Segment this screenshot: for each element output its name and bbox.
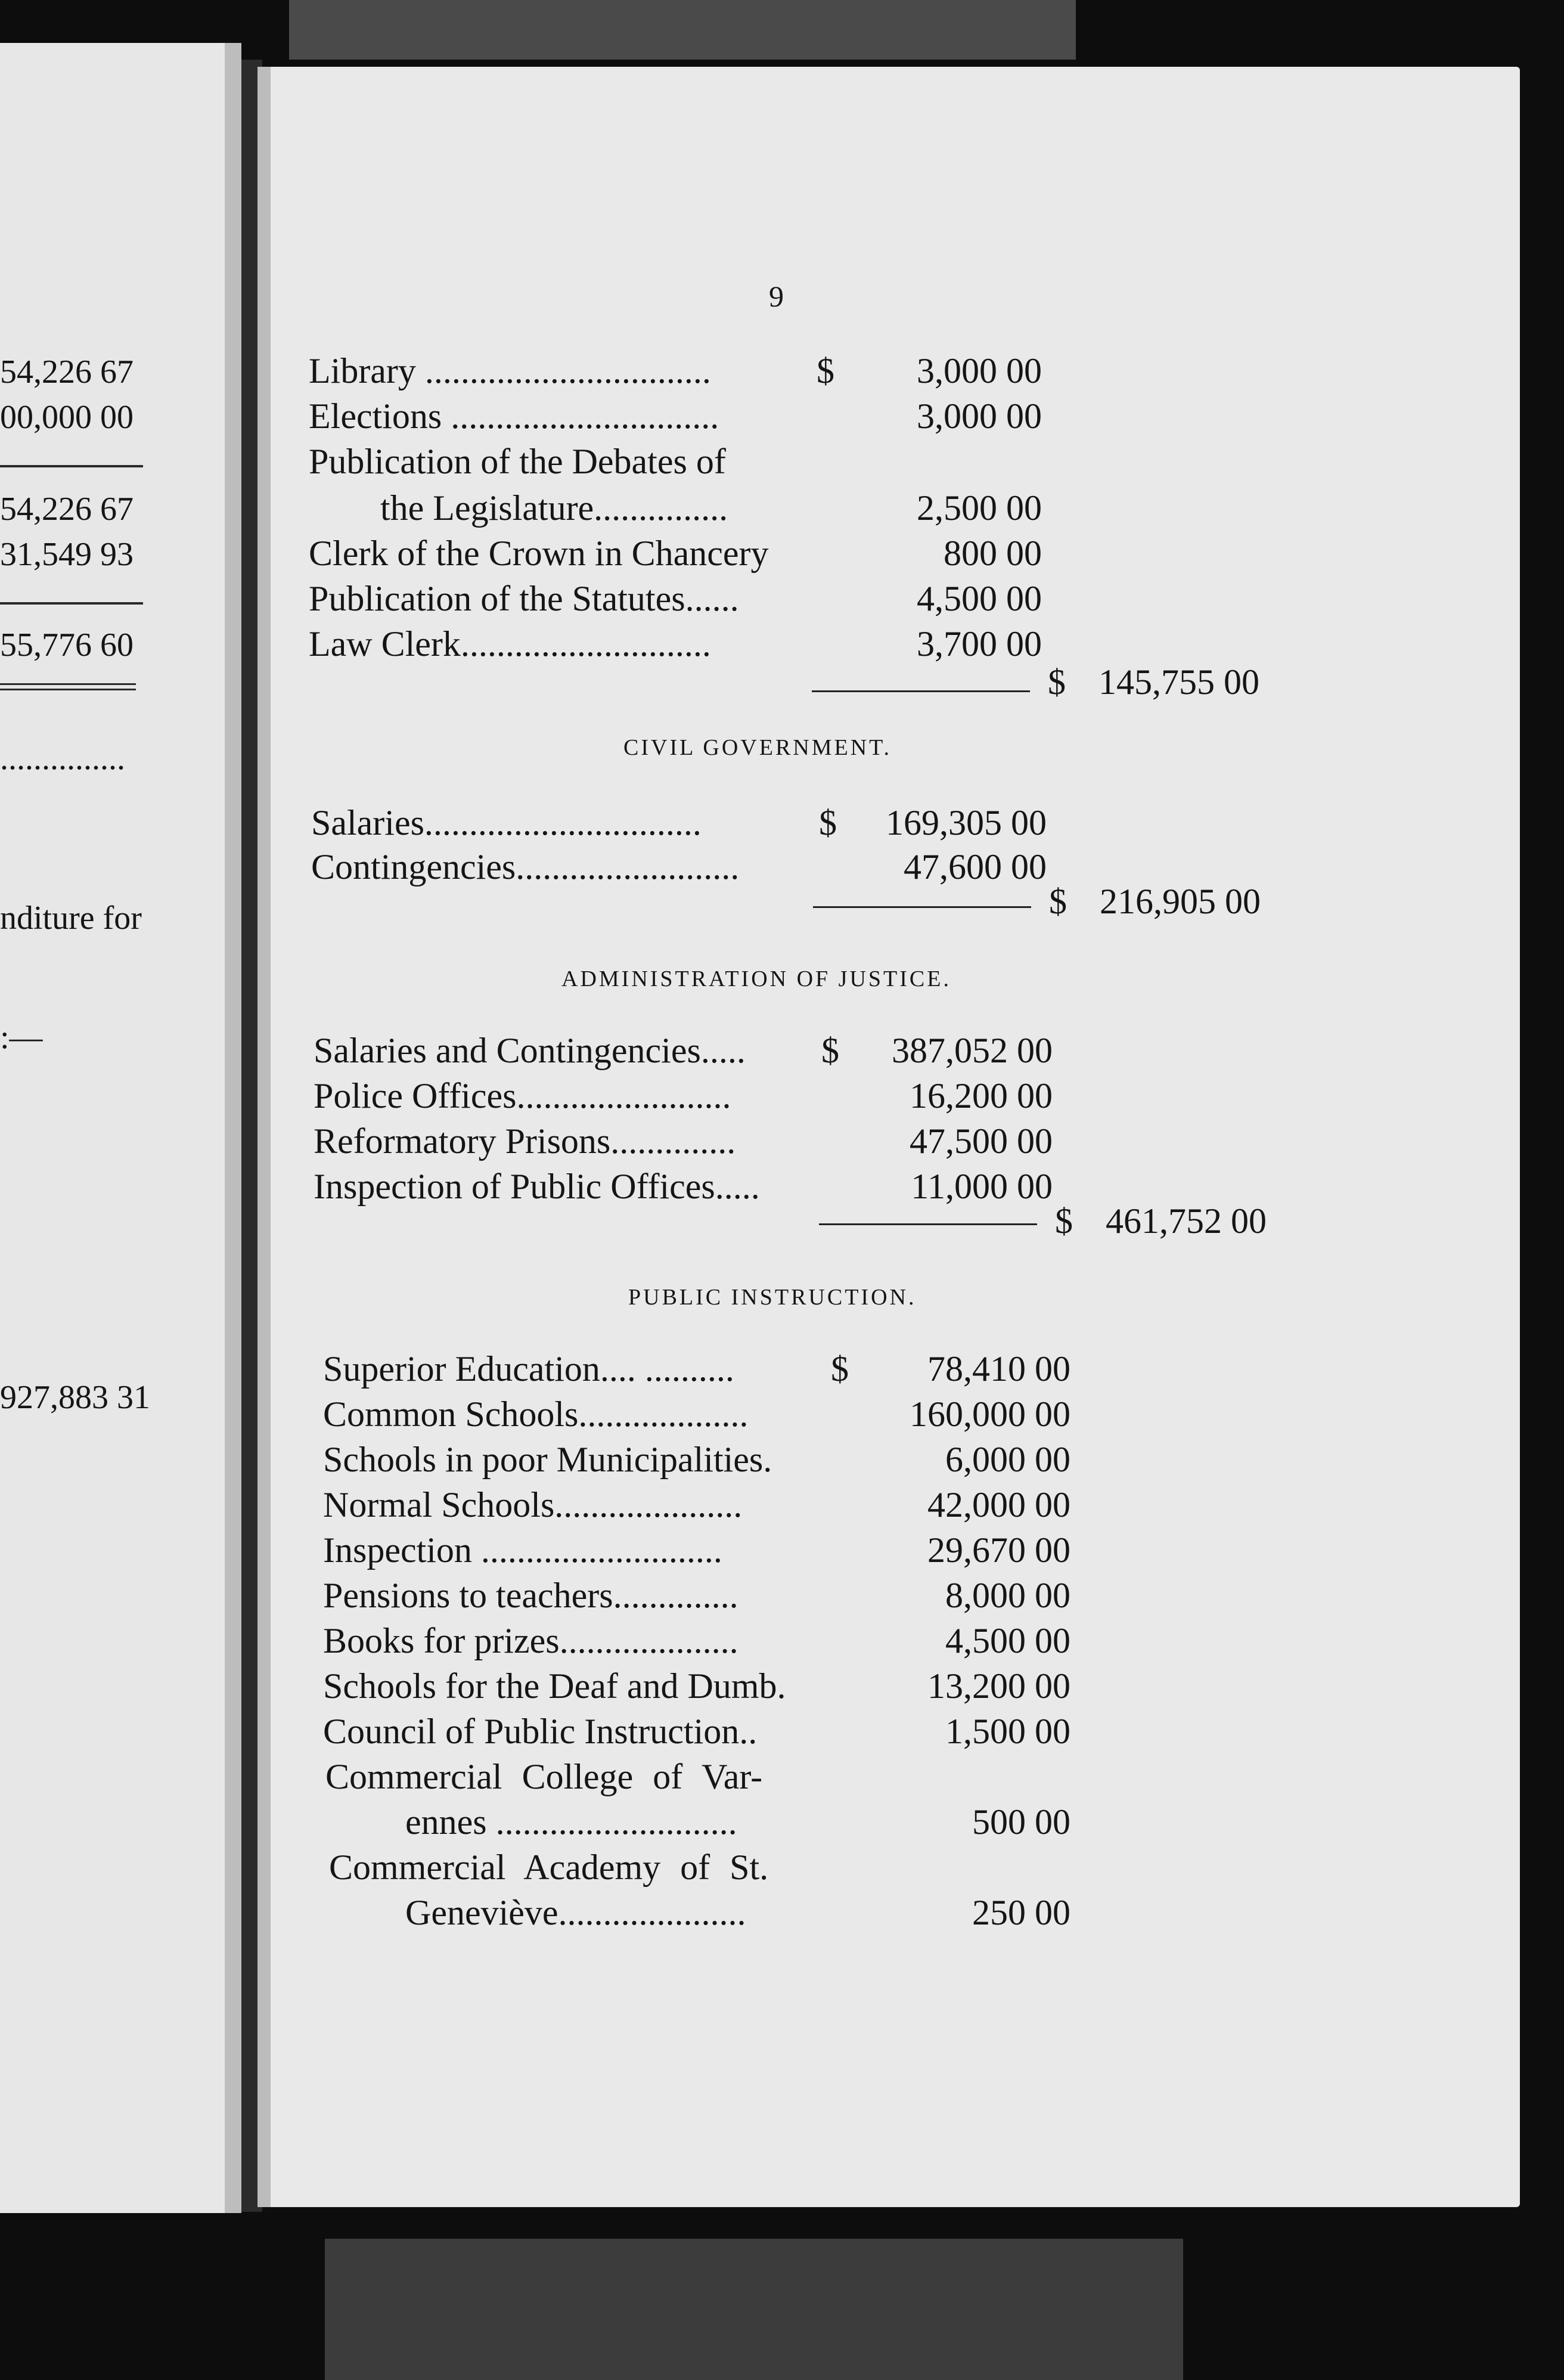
table-row bbox=[309, 441, 1048, 485]
subtotal-rule bbox=[813, 906, 1031, 908]
row-amount: 2,500 00 bbox=[917, 488, 1042, 528]
table-row bbox=[329, 1892, 1068, 1936]
left-fragment: ............... bbox=[0, 740, 125, 777]
left-fragment: 54,226 67 bbox=[0, 491, 134, 528]
table-row bbox=[309, 351, 1048, 395]
left-double-rule bbox=[0, 683, 136, 690]
row-amount: 169,305 00 bbox=[886, 803, 1047, 842]
table-row bbox=[325, 1756, 1065, 1801]
left-page bbox=[0, 43, 241, 2213]
table-row bbox=[314, 1030, 1053, 1074]
row-amount: 6,000 00 bbox=[945, 1440, 1070, 1479]
row-label: Salaries............................... bbox=[311, 803, 702, 842]
row-amount: 16,200 00 bbox=[910, 1076, 1053, 1115]
row-label: Library ................................ bbox=[309, 351, 711, 391]
table-row bbox=[309, 533, 1048, 577]
row-label: ennes ........................... bbox=[405, 1802, 737, 1842]
section-heading: ADMINISTRATION OF JUSTICE. bbox=[561, 966, 951, 991]
row-label: Normal Schools..................... bbox=[323, 1485, 743, 1524]
page-number: 9 bbox=[769, 280, 784, 313]
subtotal-rule bbox=[819, 1223, 1037, 1225]
row-label: the Legislature............... bbox=[380, 488, 728, 528]
left-fragment: 31,549 93 bbox=[0, 536, 134, 573]
table-row bbox=[309, 578, 1048, 622]
section-heading: CIVIL GOVERNMENT. bbox=[623, 735, 892, 760]
left-rule bbox=[0, 465, 143, 467]
row-amount: 42,000 00 bbox=[927, 1485, 1070, 1524]
left-fragment: 54,226 67 bbox=[0, 354, 134, 391]
row-amount: 250 00 bbox=[972, 1893, 1070, 1932]
table-row bbox=[309, 396, 1048, 440]
left-fragment: :— bbox=[0, 1019, 43, 1056]
row-amount: 387,052 00 bbox=[892, 1031, 1053, 1070]
table-row bbox=[323, 1394, 1070, 1438]
row-amount: 800 00 bbox=[944, 534, 1042, 573]
row-label: Elections .............................. bbox=[309, 396, 719, 436]
row-amount: 8,000 00 bbox=[945, 1576, 1070, 1615]
row-label: Schools in poor Municipalities. bbox=[323, 1440, 772, 1479]
row-label: Commercial College of Var- bbox=[325, 1757, 763, 1796]
row-label: Salaries and Contingencies..... bbox=[314, 1031, 746, 1070]
total-amount: 145,755 00 bbox=[1098, 662, 1259, 702]
table-row bbox=[309, 488, 1048, 532]
currency-sign: $ bbox=[831, 1349, 849, 1389]
row-label: Reformatory Prisons.............. bbox=[314, 1121, 736, 1161]
scan-border-top bbox=[289, 0, 1076, 60]
table-row bbox=[323, 1485, 1070, 1529]
currency-sign: $ bbox=[1048, 662, 1066, 702]
table-row bbox=[323, 1711, 1070, 1755]
table-row bbox=[323, 1530, 1070, 1574]
row-label: Geneviève..................... bbox=[405, 1893, 746, 1932]
table-row bbox=[329, 1847, 1068, 1891]
total-amount: 216,905 00 bbox=[1100, 882, 1261, 921]
currency-sign: $ bbox=[817, 351, 834, 391]
table-row bbox=[314, 1166, 1053, 1210]
left-page-gutter bbox=[225, 43, 241, 2213]
subtotal-rule bbox=[812, 690, 1030, 692]
currency-sign: $ bbox=[819, 803, 837, 842]
table-row bbox=[325, 1802, 1070, 1846]
row-amount: 160,000 00 bbox=[910, 1394, 1070, 1434]
row-label: Clerk of the Crown in Chancery bbox=[309, 534, 769, 573]
row-amount: 4,500 00 bbox=[917, 579, 1042, 618]
row-amount: 500 00 bbox=[972, 1802, 1070, 1842]
currency-sign: $ bbox=[1055, 1201, 1073, 1241]
row-label: Council of Public Instruction.. bbox=[323, 1712, 758, 1751]
row-label: Publication of the Statutes...... bbox=[309, 579, 739, 618]
section-heading: PUBLIC INSTRUCTION. bbox=[628, 1285, 917, 1310]
row-label: Common Schools................... bbox=[323, 1394, 749, 1434]
scan-border-bottom bbox=[325, 2239, 1183, 2380]
row-amount: 3,000 00 bbox=[917, 396, 1042, 436]
table-row bbox=[314, 1076, 1053, 1120]
page-edge-shadow bbox=[257, 67, 271, 2207]
row-amount: 78,410 00 bbox=[927, 1349, 1070, 1389]
left-fragment: 927,883 31 bbox=[0, 1379, 150, 1416]
table-row bbox=[311, 802, 1050, 847]
table-row bbox=[309, 624, 1048, 668]
row-label: Inspection ........................... bbox=[323, 1530, 722, 1570]
row-label: Contingencies......................... bbox=[311, 847, 740, 887]
table-row bbox=[323, 1349, 1070, 1393]
table-row bbox=[314, 1121, 1053, 1165]
left-fragment: 55,776 60 bbox=[0, 627, 134, 664]
row-label: Commercial Academy of St. bbox=[329, 1848, 769, 1887]
table-row bbox=[323, 1575, 1070, 1619]
table-row bbox=[323, 1666, 1070, 1710]
currency-sign: $ bbox=[821, 1031, 839, 1070]
row-label: Publication of the Debates of bbox=[309, 442, 726, 481]
row-amount: 1,500 00 bbox=[945, 1712, 1070, 1751]
row-label: Books for prizes.................... bbox=[323, 1621, 738, 1660]
left-fragment: nditure for bbox=[0, 900, 142, 937]
table-row bbox=[323, 1620, 1070, 1665]
row-label: Superior Education.... .......... bbox=[323, 1349, 734, 1389]
row-amount: 47,600 00 bbox=[904, 847, 1047, 887]
total-amount: 461,752 00 bbox=[1106, 1201, 1267, 1241]
row-amount: 13,200 00 bbox=[927, 1666, 1070, 1706]
table-row bbox=[311, 847, 1050, 891]
left-fragment: 00,000 00 bbox=[0, 399, 134, 436]
left-rule bbox=[0, 602, 143, 605]
table-row bbox=[323, 1439, 1070, 1483]
currency-sign: $ bbox=[1049, 882, 1067, 921]
row-amount: 4,500 00 bbox=[945, 1621, 1070, 1660]
row-label: Law Clerk............................ bbox=[309, 624, 711, 664]
row-amount: 11,000 00 bbox=[911, 1167, 1053, 1206]
row-amount: 47,500 00 bbox=[910, 1121, 1053, 1161]
row-amount: 3,700 00 bbox=[917, 624, 1042, 664]
row-amount: 29,670 00 bbox=[927, 1530, 1070, 1570]
row-label: Schools for the Deaf and Dumb. bbox=[323, 1666, 786, 1706]
row-label: Pensions to teachers.............. bbox=[323, 1576, 738, 1615]
row-label: Inspection of Public Offices..... bbox=[314, 1167, 760, 1206]
row-amount: 3,000 00 bbox=[917, 351, 1042, 391]
row-label: Police Offices........................ bbox=[314, 1076, 731, 1115]
